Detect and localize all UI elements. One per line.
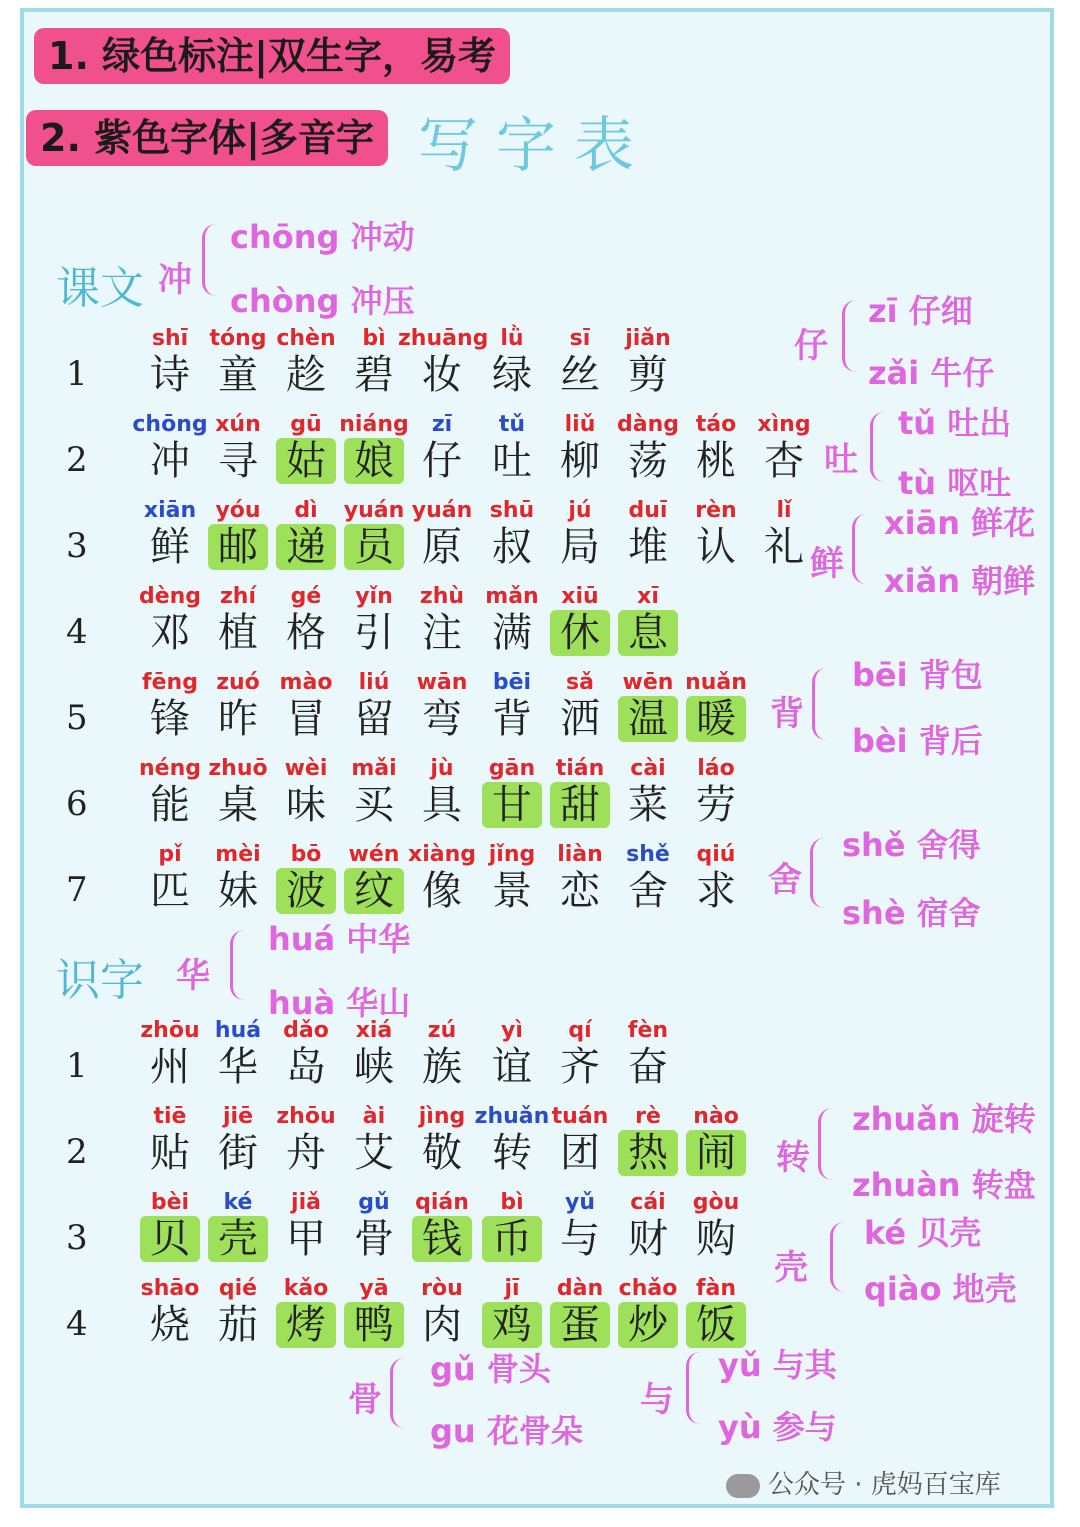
pinyin: yǔ [564,1190,595,1215]
pinyin: ròu [421,1276,463,1301]
pinyin: zhuǎn [474,1104,550,1129]
hanzi: 趁 [286,352,326,398]
polyphone-reading: zī 仔细 [868,292,973,330]
hanzi: 童 [218,352,258,398]
pinyin: dàn [556,1276,604,1301]
hanzi: 诗 [150,352,190,398]
row-number: 1 [66,1046,88,1086]
hanzi: 匹 [150,868,190,914]
polyphone-reading: zhuàn 转盘 [852,1166,1036,1204]
character-cell [408,1018,476,1090]
legend-purple-tag: 2. 紫色字体|多音字 [26,110,388,166]
polyphone-char: 背 [770,694,804,734]
section-title-kewen: 课文 [56,263,144,314]
brace [852,514,869,584]
pinyin: huá [214,1018,262,1043]
row-number: 3 [66,1218,88,1258]
character-cell [408,1276,476,1348]
row-number: 6 [66,784,88,824]
pinyin: shě [626,842,670,867]
hanzi: 荡 [628,438,668,484]
pinyin: bèi [150,1190,190,1215]
pinyin: fàn [695,1276,737,1301]
pinyin: dì [294,498,318,523]
pinyin: zhōu [276,1104,336,1129]
pinyin: wén [348,842,400,867]
pinyin: tuán [551,1104,609,1129]
pinyin: shāo [140,1276,200,1301]
character-cell [408,670,476,742]
hanzi: 温 [618,696,678,742]
character-cell [408,1190,476,1262]
character-cell [408,756,476,828]
pinyin: jù [430,756,454,781]
character-cell [682,670,750,742]
character-cell [750,498,818,570]
polyphone-char: 鲜 [810,544,844,584]
pinyin: tóng [209,326,267,351]
pinyin: gān [488,756,536,781]
pinyin: pǐ [158,842,182,867]
hanzi: 求 [696,868,736,914]
polyphone-reading: gǔ 骨头 [430,1350,551,1388]
hanzi: 舟 [286,1130,326,1176]
hanzi: 烧 [150,1302,190,1348]
hanzi: 局 [560,524,600,570]
pinyin: néng [139,756,201,781]
polyphone-char: 华 [176,956,210,996]
pinyin: yā [359,1276,389,1301]
hanzi: 认 [696,524,736,570]
hanzi: 锋 [150,696,190,742]
pinyin: jiē [222,1104,253,1129]
hanzi: 烤 [276,1302,336,1348]
pinyin: bō [290,842,322,867]
hanzi: 族 [422,1044,462,1090]
hanzi: 留 [354,696,394,742]
pinyin: cái [630,1190,666,1215]
pinyin: nuǎn [685,670,747,695]
hanzi: 纹 [344,868,404,914]
hanzi: 肉 [422,1302,462,1348]
hanzi: 引 [354,610,394,656]
hanzi: 妆 [422,352,462,398]
pinyin: wān [416,670,468,695]
pinyin: zhù [419,584,465,609]
hanzi: 能 [150,782,190,828]
hanzi: 桌 [218,782,258,828]
hanzi: 递 [276,524,336,570]
pinyin: chèn [276,326,336,351]
hanzi: 蛋 [550,1302,610,1348]
hanzi: 礼 [764,524,804,570]
polyphone-reading: huá 中华 [268,920,411,958]
hanzi: 闹 [686,1130,746,1176]
pinyin: yì [501,1018,523,1043]
hanzi: 植 [218,610,258,656]
brace [842,300,859,372]
character-cell [682,842,750,914]
hanzi: 剪 [628,352,668,398]
row-number: 4 [66,612,88,652]
pinyin: jiǎ [291,1190,321,1215]
polyphone-char: 舍 [768,860,802,900]
pinyin: rè [635,1104,661,1129]
hanzi: 背 [492,696,532,742]
hanzi: 鸭 [344,1302,404,1348]
pinyin: yuán [343,498,405,523]
brace [810,838,827,908]
hanzi: 甲 [286,1216,326,1262]
page-title: 写字表 [418,111,652,181]
hanzi: 波 [276,868,336,914]
pinyin: ài [362,1104,386,1129]
hanzi: 艾 [354,1130,394,1176]
hanzi: 炒 [618,1302,678,1348]
character-cell [614,584,682,656]
hanzi: 姑 [276,438,336,484]
pinyin: mèi [215,842,261,867]
hanzi: 谊 [492,1044,532,1090]
hanzi: 邮 [208,524,268,570]
pinyin: mǎi [351,756,397,781]
hanzi: 华 [218,1044,258,1090]
polyphone-reading: yǔ 与其 [718,1346,837,1384]
hanzi: 岛 [286,1044,326,1090]
pinyin: xìng [757,412,811,437]
hanzi: 鸡 [482,1302,542,1348]
hanzi: 转 [492,1130,532,1176]
pinyin: nào [693,1104,739,1129]
character-cell [614,326,682,398]
watermark-text: 公众号 · 虎妈百宝库 [768,1470,1001,1500]
row-number: 7 [66,870,88,910]
character-cell [408,498,476,570]
pinyin: shī [151,326,189,351]
pinyin: chǎo [618,1276,678,1301]
pinyin: qiú [696,842,736,867]
pinyin: jiǎn [625,326,671,351]
hanzi: 洒 [560,696,600,742]
polyphone-reading: shè 宿舍 [842,894,981,932]
hanzi: 饭 [686,1302,746,1348]
pinyin: gòu [692,1190,740,1215]
hanzi: 菜 [628,782,668,828]
polyphone-reading: tǔ 吐出 [898,404,1012,442]
row-number: 1 [66,354,88,394]
pinyin: dàng [616,412,679,437]
hanzi: 丝 [560,352,600,398]
hanzi: 景 [492,868,532,914]
pinyin: kǎo [283,1276,329,1301]
pinyin: dèng [138,584,202,609]
hanzi: 碧 [354,352,394,398]
pinyin: bì [500,1190,524,1215]
character-cell [408,584,476,656]
pinyin: ké [223,1190,253,1215]
hanzi: 注 [422,610,462,656]
pinyin: xún [215,412,261,437]
hanzi: 团 [560,1130,600,1176]
polyphone-reading: zǎi 牛仔 [868,354,995,392]
polyphone-char: 壳 [774,1248,808,1288]
character-cell [682,1104,750,1176]
pinyin: mào [279,670,333,695]
pinyin: jìng [418,1104,466,1129]
brace [230,930,247,1000]
polyphone-reading: tù 呕吐 [898,464,1012,502]
hanzi: 妹 [218,868,258,914]
hanzi: 骨 [354,1216,394,1262]
hanzi: 贴 [150,1130,190,1176]
hanzi: 杏 [764,438,804,484]
hanzi: 原 [422,524,462,570]
hanzi: 鲜 [150,524,190,570]
hanzi: 像 [422,868,462,914]
hanzi: 甜 [550,782,610,828]
hanzi: 弯 [422,696,462,742]
pinyin: qí [568,1018,592,1043]
section-title-shizi: 识字 [56,955,144,1006]
pinyin: liǔ [564,412,596,437]
polyphone-char: 转 [776,1138,810,1178]
hanzi: 贝 [140,1216,200,1262]
brace [812,668,829,740]
polyphone-reading: yù 参与 [718,1408,837,1446]
hanzi: 奋 [628,1044,668,1090]
pinyin: tǔ [498,412,526,437]
pinyin: gǔ [358,1190,390,1215]
pinyin: zī [431,412,453,437]
polyphone-char: 仔 [794,326,828,366]
pinyin: zhuāng [398,326,489,351]
polyphone-reading: bèi 背后 [852,722,983,760]
hanzi: 热 [618,1130,678,1176]
pinyin: gū [290,412,322,437]
character-cell [682,756,750,828]
pinyin: lǐ [776,498,792,523]
hanzi: 绿 [492,352,532,398]
hanzi: 壳 [208,1216,268,1262]
polyphone-char: 吐 [824,440,858,480]
pinyin: wèi [284,756,328,781]
pinyin: zuó [216,670,260,695]
hanzi: 恋 [560,868,600,914]
pinyin: mǎn [485,584,539,609]
polyphone-reading: gu 花骨朵 [430,1412,583,1450]
polyphone-reading: qiào 地壳 [864,1270,1017,1308]
pinyin: jǐng [488,842,536,867]
pinyin: zhōu [140,1018,200,1043]
hanzi: 邓 [150,610,190,656]
polyphone-char: 骨 [348,1380,382,1420]
hanzi: 休 [550,610,610,656]
character-cell [614,1018,682,1090]
hanzi: 敬 [422,1130,462,1176]
pinyin: jú [568,498,592,523]
pinyin: wēn [622,670,674,695]
hanzi: 茄 [218,1302,258,1348]
hanzi: 满 [492,610,532,656]
hanzi: 财 [628,1216,668,1262]
hanzi: 与 [560,1216,600,1262]
pinyin: xī [637,584,659,609]
pinyin: xiū [561,584,599,609]
pinyin: qián [415,1190,469,1215]
pinyin: yóu [215,498,261,523]
character-cell [398,326,489,398]
legend-green-tag: 1. 绿色标注|双生字，易考 [34,28,510,84]
hanzi: 寻 [218,438,258,484]
character-cell [682,1190,750,1262]
hanzi: 味 [286,782,326,828]
hanzi: 息 [618,610,678,656]
pinyin: qié [218,1276,258,1301]
hanzi: 仔 [422,438,462,484]
row-number: 5 [66,698,88,738]
pinyin: tián [555,756,605,781]
pinyin: cài [630,756,666,781]
pinyin: zhí [219,584,256,609]
brace [390,1358,407,1428]
polyphone-reading: huà 华山 [268,984,411,1022]
hanzi: 吐 [492,438,532,484]
hanzi: 买 [354,782,394,828]
pinyin: táo [695,412,737,437]
polyphone-reading: xiān 鲜花 [884,504,1036,542]
row-number: 3 [66,526,88,566]
pinyin: zú [427,1018,457,1043]
character-cell [408,412,476,484]
row-number: 2 [66,1132,88,1172]
pinyin: jī [504,1276,520,1301]
hanzi: 街 [218,1130,258,1176]
hanzi: 昨 [218,696,258,742]
hanzi: 甘 [482,782,542,828]
polyphone-reading: shě 舍得 [842,826,981,864]
polyphone-char: 冲 [158,260,192,300]
hanzi: 冒 [286,696,326,742]
polyphone-reading: xiǎn 朝鲜 [884,562,1036,600]
hanzi: 具 [422,782,462,828]
pinyin: niáng [339,412,409,437]
brace [686,1352,703,1424]
row-number: 4 [66,1304,88,1344]
hanzi: 峡 [354,1044,394,1090]
pinyin: liú [358,670,390,695]
pinyin: duī [628,498,668,523]
hanzi: 币 [482,1216,542,1262]
brace [202,224,219,296]
character-cell [682,1276,750,1348]
hanzi: 堆 [628,524,668,570]
pinyin: dǎo [283,1018,329,1043]
pinyin: xiān [143,498,197,523]
pinyin: yuán [411,498,473,523]
pinyin: xiá [355,1018,393,1043]
hanzi: 格 [286,610,326,656]
pinyin: chōng [132,412,208,437]
pinyin: fēng [142,670,198,695]
pinyin: láo [697,756,735,781]
hanzi: 暖 [686,696,746,742]
hanzi: 桃 [696,438,736,484]
polyphone-reading: chōng 冲动 [230,218,415,256]
brace [818,1108,835,1180]
hanzi: 娘 [344,438,404,484]
row-number: 2 [66,440,88,480]
wechat-icon [726,1474,760,1498]
character-cell [408,842,476,914]
pinyin: bì [362,326,386,351]
pinyin: sǎ [566,670,594,695]
brace [830,1222,847,1292]
pinyin: lǜ [500,326,524,351]
polyphone-reading: chòng 冲压 [230,282,415,320]
pinyin: xiàng [408,842,476,867]
character-cell [750,412,818,484]
pinyin: zhuō [208,756,268,781]
polyphone-reading: zhuǎn 旋转 [852,1100,1036,1138]
hanzi: 劳 [696,782,736,828]
hanzi: 叔 [492,524,532,570]
watermark [726,1464,1001,1501]
character-cell [408,1104,476,1176]
pinyin: fèn [627,1018,669,1043]
hanzi: 冲 [150,438,190,484]
pinyin: sī [569,326,591,351]
brace [870,412,887,482]
hanzi: 柳 [560,438,600,484]
pinyin: tiē [153,1104,187,1129]
polyphone-char: 与 [640,1380,674,1420]
pinyin: rèn [695,498,737,523]
polyphone-reading: ké 贝壳 [864,1214,982,1252]
pinyin: shū [489,498,535,523]
pinyin: bēi [492,670,532,695]
pinyin: liàn [557,842,603,867]
hanzi: 钱 [412,1216,472,1262]
hanzi: 齐 [560,1044,600,1090]
hanzi: 州 [150,1044,190,1090]
hanzi: 舍 [628,868,668,914]
polyphone-reading: bēi 背包 [852,656,983,694]
hanzi: 员 [344,524,404,570]
hanzi: 购 [696,1216,736,1262]
pinyin: gé [290,584,322,609]
pinyin: yǐn [355,584,393,609]
